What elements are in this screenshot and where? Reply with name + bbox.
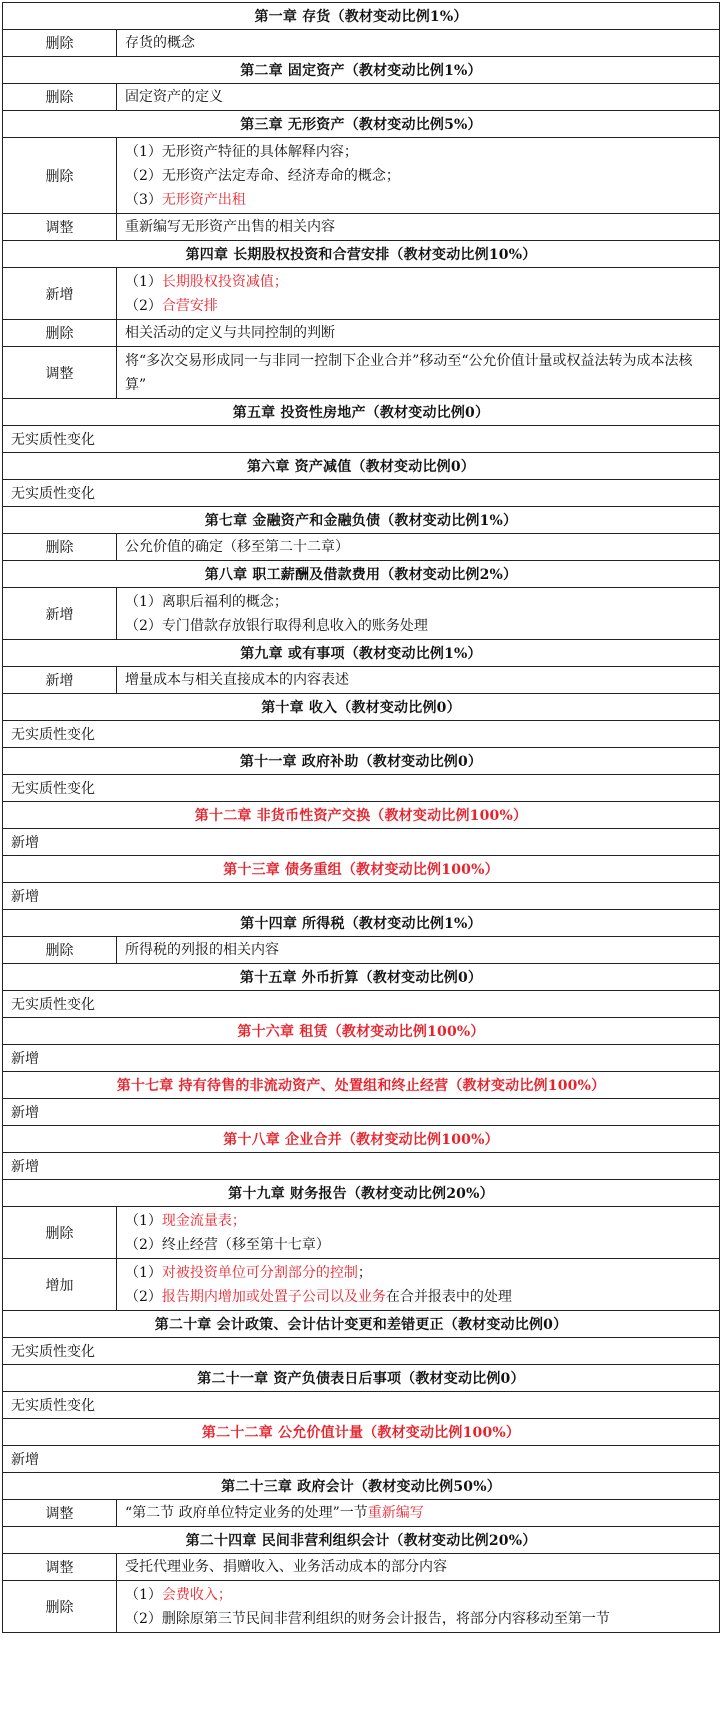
chapter-summary: 无实质性变化: [3, 426, 720, 453]
change-type-label: 新增: [3, 268, 117, 319]
chapter-heading: 第二十一章 资产负债表日后事项（教材变动比例0）: [3, 1365, 720, 1392]
chapter-summary: 新增: [3, 1099, 720, 1126]
content-text: （1）: [125, 273, 162, 290]
change-row: [3, 937, 720, 964]
change-type-label: 删除: [3, 1581, 117, 1632]
content-line: [125, 1233, 711, 1257]
chapter-summary: 新增: [3, 1153, 720, 1180]
change-content: [117, 1554, 719, 1580]
content-text: 重新编写无形资产出售的相关内容: [125, 219, 335, 235]
change-content: [117, 268, 719, 319]
content-line: [125, 164, 711, 188]
chapter-heading: 第十四章 所得税（教材变动比例1%）: [3, 910, 720, 937]
change-row: [3, 1581, 720, 1633]
change-type-label: 增加: [3, 1259, 117, 1310]
content-line: [125, 31, 711, 55]
chapter-heading: 第十一章 政府补助（教材变动比例0）: [3, 748, 720, 775]
chapter-summary: 新增: [3, 1045, 720, 1072]
content-line: [125, 938, 711, 962]
content-line: [125, 614, 711, 638]
chapter-heading: 第十七章 持有待售的非流动资产、处置组和终止经营（教材变动比例100%）: [3, 1072, 720, 1099]
chapter-summary: 无实质性变化: [3, 775, 720, 802]
content-text: 存货的概念: [125, 35, 195, 51]
chapter-heading: 第十六章 租赁（教材变动比例100%）: [3, 1018, 720, 1045]
content-text: 所得税的列报的相关内容: [125, 942, 279, 958]
change-row: [3, 1554, 720, 1581]
content-text: （2）: [125, 1288, 162, 1305]
content-text: 固定资产的定义: [125, 89, 223, 105]
content-line: [125, 1583, 711, 1607]
change-content: [117, 534, 719, 560]
content-text: ；: [357, 1264, 372, 1281]
chapter-heading: 第十八章 企业合并（教材变动比例100%）: [3, 1126, 720, 1153]
content-text: （1）: [125, 1212, 162, 1229]
highlighted-text: 重新编写: [367, 1505, 424, 1521]
chapter-heading: 第五章 投资性房地产（教材变动比例0）: [3, 399, 720, 426]
chapter-heading: 第一章 存货（教材变动比例1%）: [3, 3, 720, 30]
change-row: [3, 588, 720, 640]
change-row: [3, 268, 720, 320]
change-type-label: 删除: [3, 937, 117, 963]
chapter-heading: 第十五章 外币折算（教材变动比例0）: [3, 964, 720, 991]
content-line: [125, 1555, 711, 1579]
content-line: [125, 1607, 711, 1631]
content-text: 相关活动的定义与共同控制的判断: [125, 325, 335, 341]
chapter-heading: 第七章 金融资产和金融负债（教材变动比例1%）: [3, 507, 720, 534]
chapter-heading: 第六章 资产减值（教材变动比例0）: [3, 453, 720, 480]
change-row: [3, 84, 720, 111]
change-type-label: 删除: [3, 138, 117, 213]
chapter-heading: 第二十四章 民间非营利组织会计（教材变动比例20%）: [3, 1527, 720, 1554]
change-type-label: 调整: [3, 214, 117, 240]
content-text: （2）专门借款存放银行取得利息收入的账务处理: [125, 617, 428, 634]
content-line: [125, 215, 711, 239]
content-text: “第二节 政府单位特定业务的处理”一节: [125, 1505, 368, 1521]
change-content: [117, 1500, 719, 1526]
content-text: （1）: [125, 1586, 162, 1603]
content-line: [125, 1501, 711, 1525]
change-type-label: 调整: [3, 1500, 117, 1526]
chapter-summary: 无实质性变化: [3, 1392, 720, 1419]
change-content: [117, 588, 719, 639]
content-text: 在合并报表中的处理: [385, 1288, 512, 1305]
change-content: [117, 1581, 719, 1632]
chapter-summary: 新增: [3, 883, 720, 910]
change-row: [3, 667, 720, 694]
chapter-heading: 第二十三章 政府会计（教材变动比例50%）: [3, 1473, 720, 1500]
change-content: [117, 30, 719, 56]
change-type-label: 删除: [3, 30, 117, 56]
highlighted-text: 合营安排: [161, 297, 218, 314]
content-text: （3）: [125, 191, 162, 208]
content-line: [125, 668, 711, 692]
change-type-label: 删除: [3, 1207, 117, 1258]
content-text: （2）无形资产法定寿命、经济寿命的概念；: [125, 167, 400, 184]
content-line: [125, 294, 711, 318]
change-type-label: 调整: [3, 347, 117, 398]
change-row: [3, 1259, 720, 1311]
chapter-summary: 无实质性变化: [3, 991, 720, 1018]
content-text: （2）: [125, 297, 162, 314]
change-row: [3, 320, 720, 347]
content-line: [125, 590, 711, 614]
change-content: [117, 1207, 719, 1258]
highlighted-text: 会费收入；: [161, 1586, 232, 1603]
highlighted-text: 长期股权投资减值；: [161, 273, 288, 290]
change-row: [3, 30, 720, 57]
highlighted-text: 报告期内增加或处置子公司以及业务: [161, 1288, 386, 1305]
change-content: [117, 214, 719, 240]
content-line: [125, 321, 711, 345]
chapter-heading: 第十章 收入（教材变动比例0）: [3, 694, 720, 721]
change-content: [117, 320, 719, 346]
chapter-summary: 无实质性变化: [3, 721, 720, 748]
content-line: [125, 349, 711, 397]
chapter-heading: 第十九章 财务报告（教材变动比例20%）: [3, 1180, 720, 1207]
change-content: [117, 1259, 719, 1310]
content-text: （2）终止经营（移至第十七章）: [125, 1236, 330, 1253]
chapter-heading: 第十二章 非货币性资产交换（教材变动比例100%）: [3, 802, 720, 829]
change-content: [117, 347, 719, 398]
chapter-heading: 第十三章 债务重组（教材变动比例100%）: [3, 856, 720, 883]
change-type-label: 新增: [3, 667, 117, 693]
change-row: [3, 347, 720, 399]
content-line: [125, 535, 711, 559]
content-text: （2）删除原第三节民间非营利组织的财务会计报告，将部分内容移动至第一节: [125, 1610, 610, 1627]
content-text: （1）无形资产特征的具体解释内容；: [125, 143, 358, 160]
chapter-heading: 第四章 长期股权投资和合营安排（教材变动比例10%）: [3, 241, 720, 268]
change-table: [2, 2, 720, 1633]
chapter-heading: 第九章 或有事项（教材变动比例1%）: [3, 640, 720, 667]
chapter-heading: 第二章 固定资产（教材变动比例1%）: [3, 57, 720, 84]
content-line: [125, 140, 711, 164]
chapter-heading: 第八章 职工薪酬及借款费用（教材变动比例2%）: [3, 561, 720, 588]
chapter-summary: 无实质性变化: [3, 1338, 720, 1365]
content-line: [125, 85, 711, 109]
change-type-label: 删除: [3, 320, 117, 346]
change-row: [3, 1500, 720, 1527]
chapter-summary: 新增: [3, 829, 720, 856]
change-row: [3, 214, 720, 241]
content-text: （1）离职后福利的概念；: [125, 593, 288, 610]
content-text: 公允价值的确定（移至第二十二章）: [125, 539, 349, 555]
content-line: [125, 1285, 711, 1309]
change-type-label: 删除: [3, 534, 117, 560]
content-line: [125, 270, 711, 294]
change-content: [117, 937, 719, 963]
change-type-label: 删除: [3, 84, 117, 110]
change-content: [117, 84, 719, 110]
content-line: [125, 1209, 711, 1233]
content-text: 受托代理业务、捐赠收入、业务活动成本的部分内容: [125, 1559, 447, 1575]
content-text: 将“多次交易形成同一与非同一控制下企业合并”移动至“公允价值计量或权益法转为成本法核算”: [125, 352, 693, 393]
highlighted-text: 现金流量表；: [161, 1212, 246, 1229]
change-content: [117, 138, 719, 213]
chapter-heading: 第二十二章 公允价值计量（教材变动比例100%）: [3, 1419, 720, 1446]
change-row: [3, 1207, 720, 1259]
change-type-label: 调整: [3, 1554, 117, 1580]
chapter-summary: 无实质性变化: [3, 480, 720, 507]
change-row: [3, 138, 720, 214]
change-type-label: 新增: [3, 588, 117, 639]
change-row: [3, 534, 720, 561]
change-content: [117, 667, 719, 693]
content-line: [125, 188, 711, 212]
highlighted-text: 对被投资单位可分割部分的控制: [161, 1264, 358, 1281]
chapter-summary: 新增: [3, 1446, 720, 1473]
chapter-heading: 第三章 无形资产（教材变动比例5%）: [3, 111, 720, 138]
content-text: （1）: [125, 1264, 162, 1281]
content-text: 增量成本与相关直接成本的内容表述: [125, 672, 349, 688]
chapter-heading: 第二十章 会计政策、会计估计变更和差错更正（教材变动比例0）: [3, 1311, 720, 1338]
content-line: [125, 1261, 711, 1285]
highlighted-text: 无形资产出租: [161, 191, 246, 208]
